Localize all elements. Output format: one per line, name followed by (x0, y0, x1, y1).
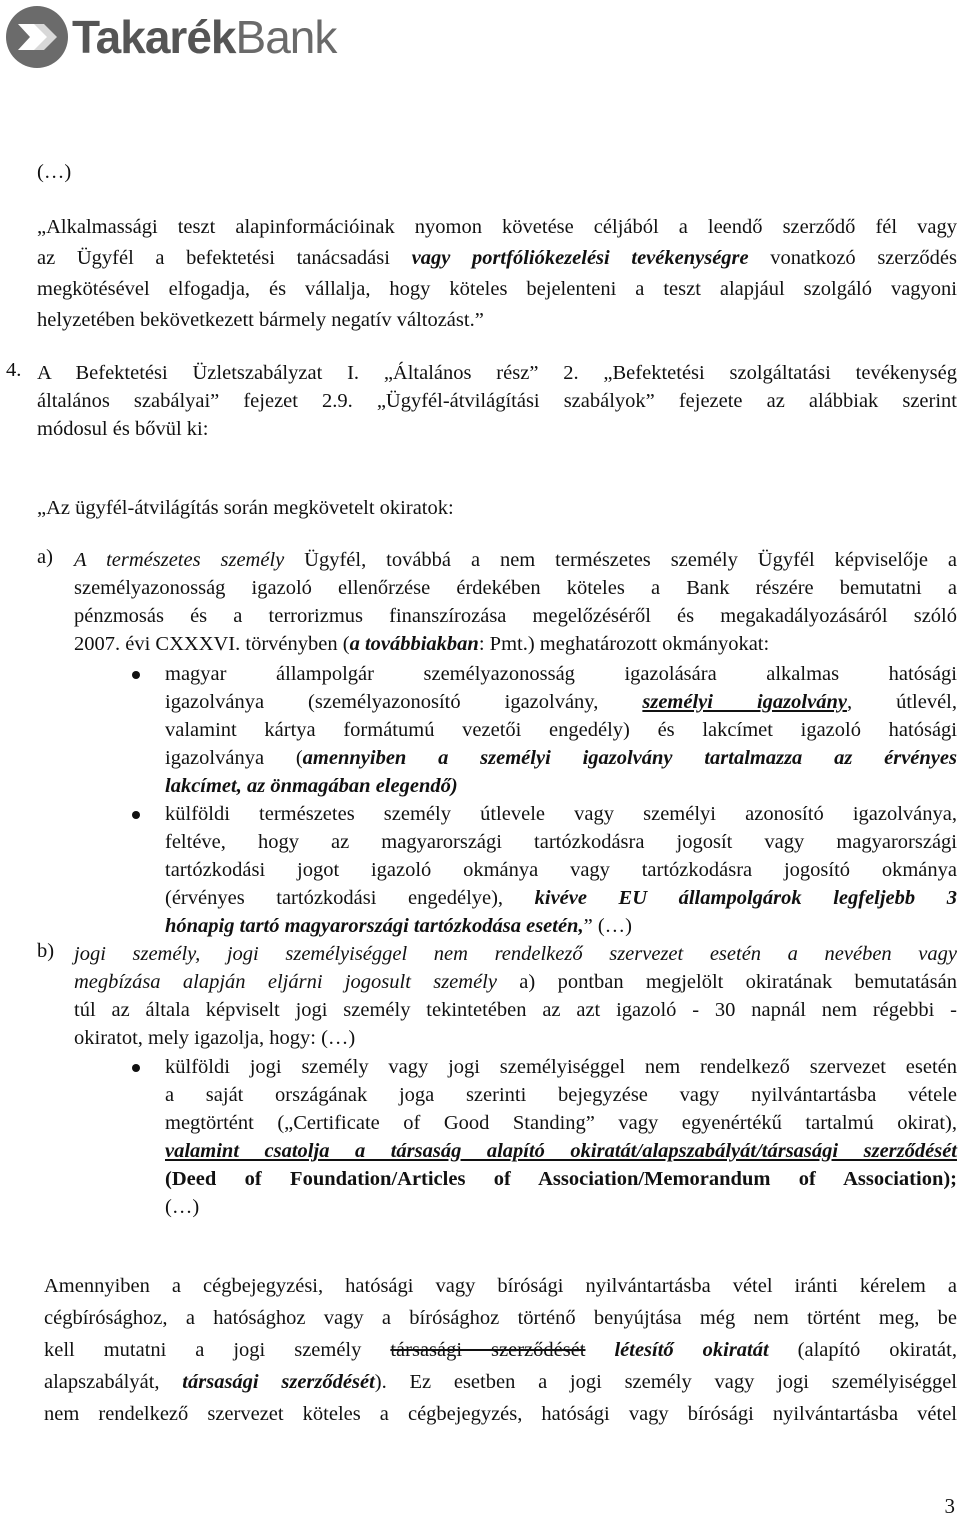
page-number: 3 (944, 1494, 955, 1518)
item-label-b: b) (37, 940, 55, 962)
item-number-4: 4. (6, 359, 22, 381)
paragraph-amendment: A Befektetési Üzletszabályzat I. „Általános rész” 2. „Befektetési szolgáltatási tevékenység általános szabályai” fejezet 2.9. „Ügyfél-átvilágítási szabályok” fejezete az alábbiak szerint módosul és bővül ki: (37, 362, 957, 440)
paragraph-suitability-test: „Alkalmassági teszt alapinformációinak nyomon követése céljából a leendő szerződő fél vagy az Ügyfél a befektetési tanácsadási vagy portfóliókezelési tevékenységre vonatkozó szerződés megkötésével elfogadja, és vállalja, hogy köteles bejelenteni a teszt alapjául szolgáló vagyoni helyzetében bekövetkezett bármely negatív változást.” (37, 216, 957, 331)
paragraph-required-documents: „Az ügyfél-átvilágítás során megkövetelt okiratok: (37, 497, 454, 519)
bullet-marker (132, 1064, 140, 1072)
bullet-hungarian-citizen: magyar állampolgár személyazonosság igazolására alkalmas hatósági igazolványa (személyazonosító igazolvány, személyi igazolvány, útlevél, valamint kártya formátumú vezetői engedély) és lakcímet igazoló hatósági igazolványa (amennyiben a személyi igazolvány tartalmazza az érvényes lakcímet, az önmagában elegendő) (165, 663, 958, 797)
section-a-natural-person: A természetes személy Ügyfél, továbbá a nem természetes személy Ügyfél képviselője a személyazonosság igazoló ellenőrzése érdekében köteles a Bank részére bemutatni a pénzmosás és a terrorizmus finanszírozása megelőzéséről és megakadályozásáról szóló 2007. évi CXXXVI. törvényben (a továbbiakban: Pmt.) meghatározott okmányokat: (74, 549, 957, 655)
bullet-marker (132, 811, 140, 819)
logo-mark-icon (4, 4, 70, 70)
bullet-foreign-natural-person: külföldi természetes személy útlevele vagy személyi azonosító igazolványa, feltéve, hogy az magyarországi tartózkodásra jogosít vagy magyarországi tartózkodási jogot igazoló okmánya vagy tartózkodásra jogosító okmánya (érvényes tartózkodási engedélye), kivéve EU állampolgárok legfeljebb 3 hónapig tartó magyarországi tartózkodása esetén,” (…) (165, 803, 957, 937)
logo-wordmark: TakarékBank (72, 11, 337, 63)
section-b-legal-person: jogi személy, jogi személyiséggel nem rendelkező szervezet esetén a nevében vagy megbízása alapján eljárni jogosult személy a) pontban megjelölt okiratának bemutatásán túl az általa képviselt jogi személy tekintetében az azt igazoló - 30 napnál nem régebbi - okiratot, mely igazolja, hogy: (…) (74, 943, 957, 1049)
bullet-foreign-legal-person: külföldi jogi személy vagy jogi személyiséggel nem rendelkező szervezet esetén a saját országának joga szerinti bejegyzése vagy nyilvántartásba vétele megtörtént („Certificate of Good Standing” vagy egyenértékű tartalmú okirat), valamint csatolja a társaság alapító okiratát/alapszabályát/társasági szerződését (Deed of Foundation/Articles of Association/Memorandum of Association); (…) (165, 1056, 957, 1218)
paragraph-registration-pending: Amennyiben a cégbejegyzési, hatósági vagy bírósági nyilvántartásba vétel iránti kérelem a cégbírósághoz, a hatósághoz vagy a bírósághoz történő benyújtása még nem történt meg, be kell mutatni a jogi személy társasági szerződését létesítő okiratát (alapító okiratát, alapszabályát, társasági szerződését). Ez esetben a jogi személy vagy jogi személyiséggel nem rendelkező szervezet köteles a cégbejegyzés, hatósági vagy bírósági nyilvántartásba vétel (44, 1275, 957, 1425)
item-label-a: a) (37, 546, 53, 568)
takarekbank-logo (4, 4, 404, 74)
bullet-marker (132, 671, 140, 679)
ellipsis-open: (…) (37, 161, 72, 183)
